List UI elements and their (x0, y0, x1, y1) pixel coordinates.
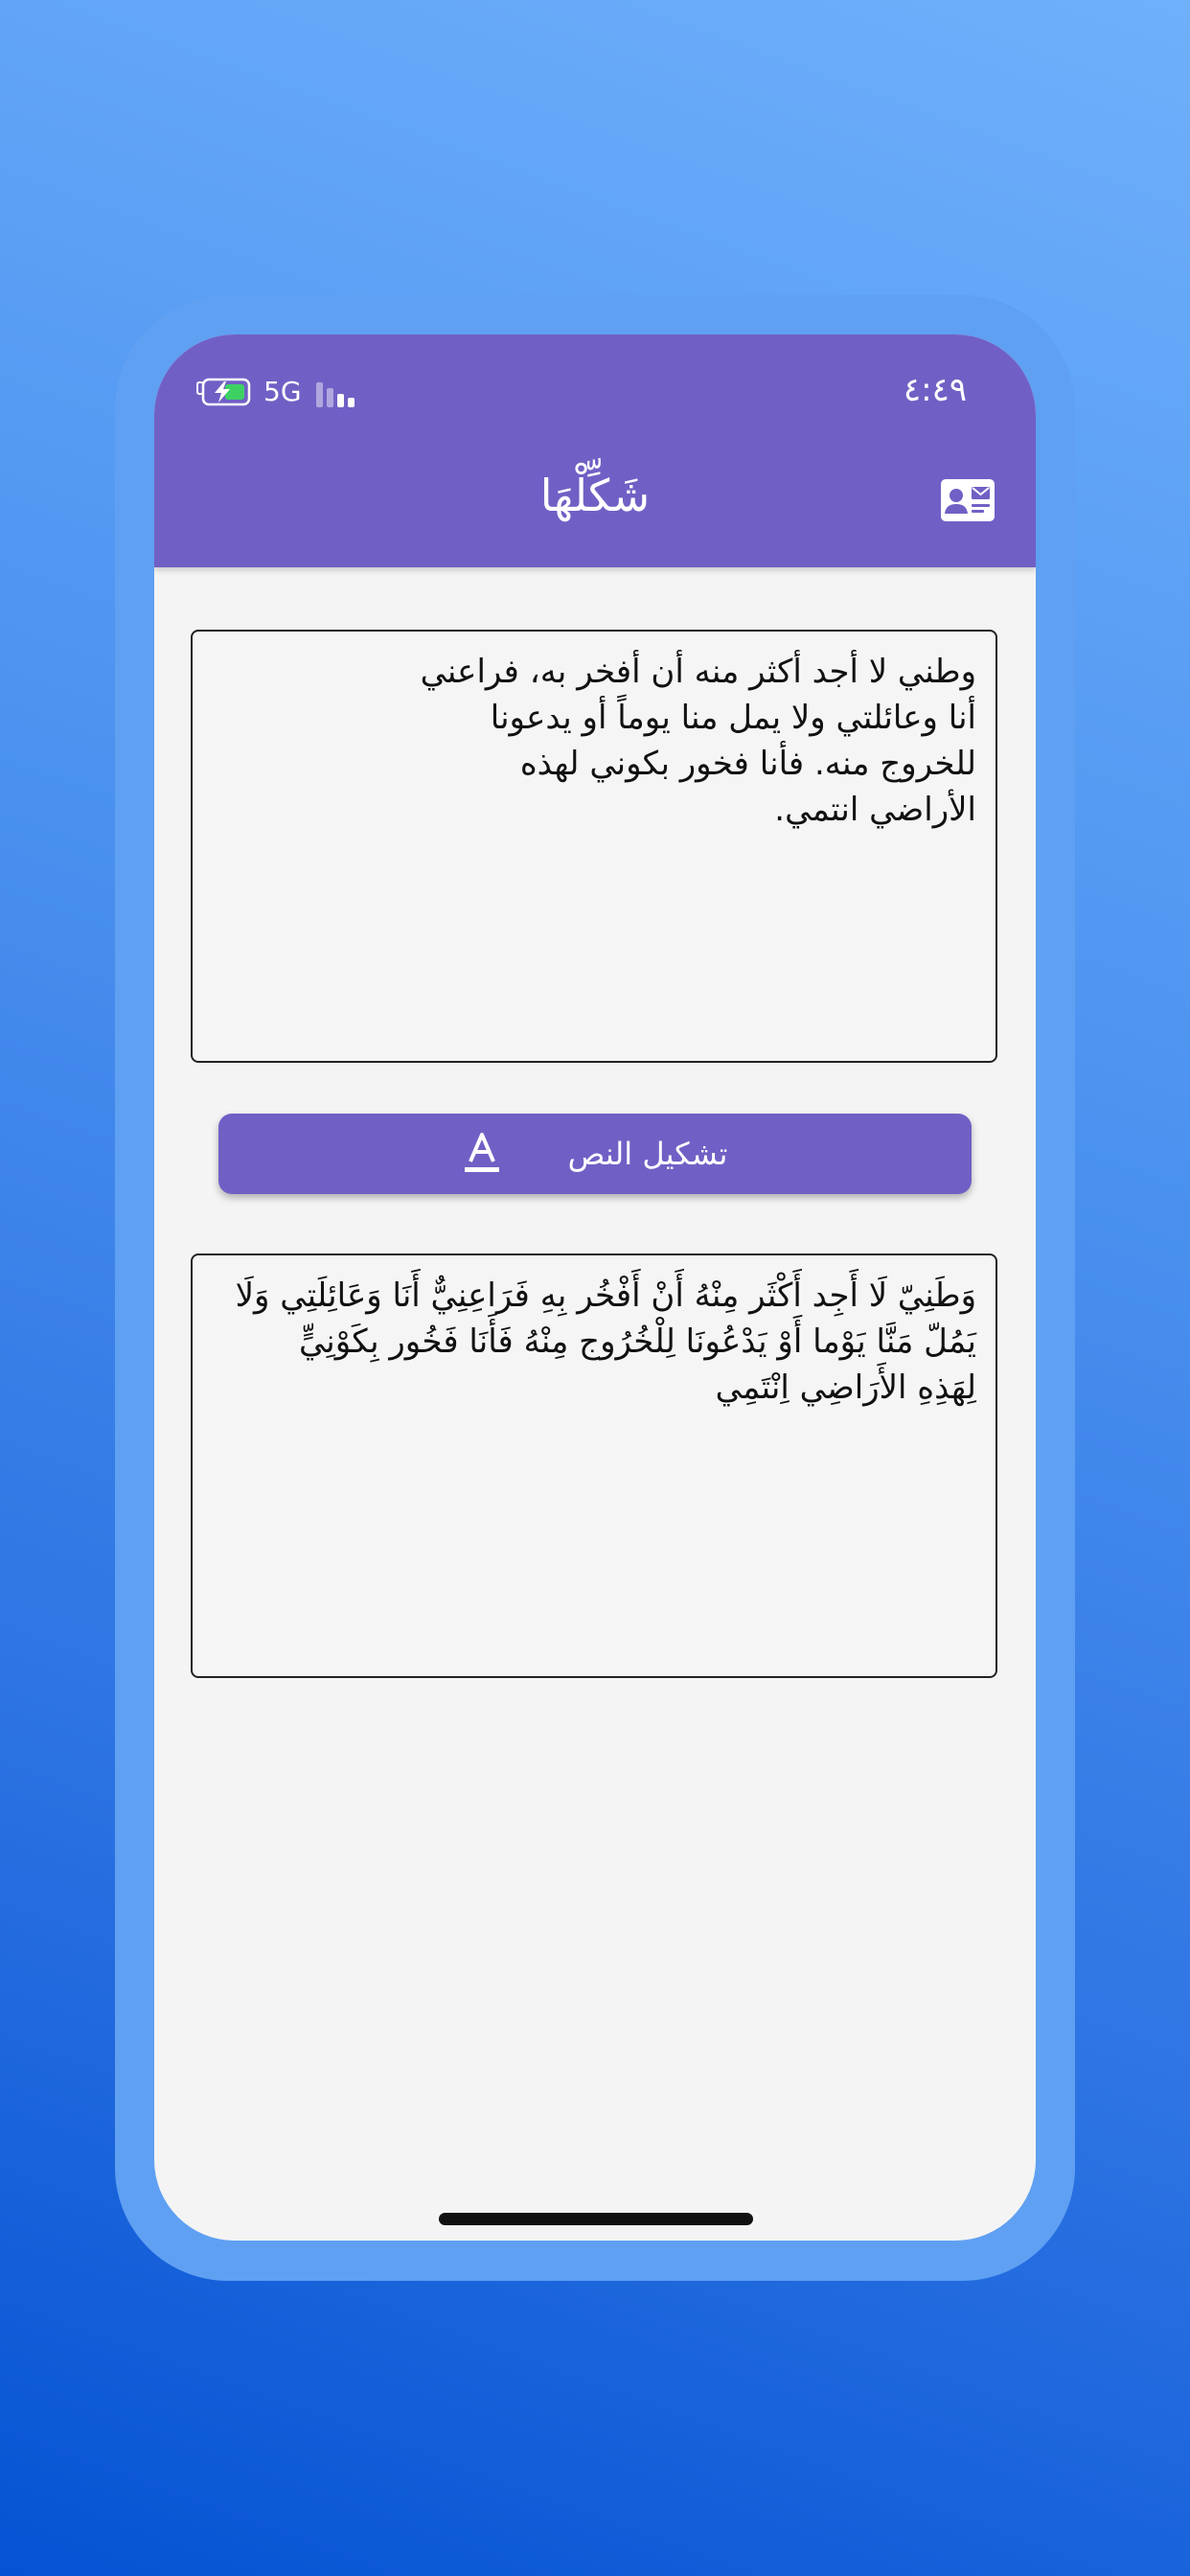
input-text-area[interactable]: وطني لا أجد أكثر منه أن أفخر به، فراعني أنا وعائلتي ولا يمل منا يوماً أو يدعونا للخروج منه. فأنا فخور بكوني لهذه الأراضي انتمي. (191, 630, 997, 1063)
status-bar (154, 334, 1036, 430)
app-screen (154, 334, 1036, 2241)
diacritize-button-label: تشكيل النص (567, 1136, 728, 1172)
battery-charging-icon (195, 378, 253, 406)
network-type: 5G (263, 376, 302, 407)
status-time: ٤:٤٩ (903, 371, 968, 409)
diacritize-button[interactable] (218, 1114, 972, 1194)
app-bar (154, 334, 1036, 567)
contact-card-icon[interactable] (940, 478, 995, 522)
output-text-area[interactable]: وَطَنِيّ لَا أَجِد أَكْثَر مِنْهُ أَنْ أَفْخُر بِهِ فَرَاعِنِيٌّ أَنَا وَعَائِلَتِي وَلَا يَمُلّ مَنَّا يَوْما أَوْ يَدْعُونَا لِلْخُرُوج مِنْهُ فَأَنَا فَخُور بِكَوْنِيٍّ لِهَذِهِ الأَرَاضِي اِنْتَمِي (191, 1254, 997, 1678)
app-title: شَكِّلْهَا (539, 470, 651, 521)
text-format-icon (463, 1131, 501, 1175)
home-indicator[interactable] (439, 2213, 753, 2225)
signal-strength-icon (316, 380, 358, 407)
